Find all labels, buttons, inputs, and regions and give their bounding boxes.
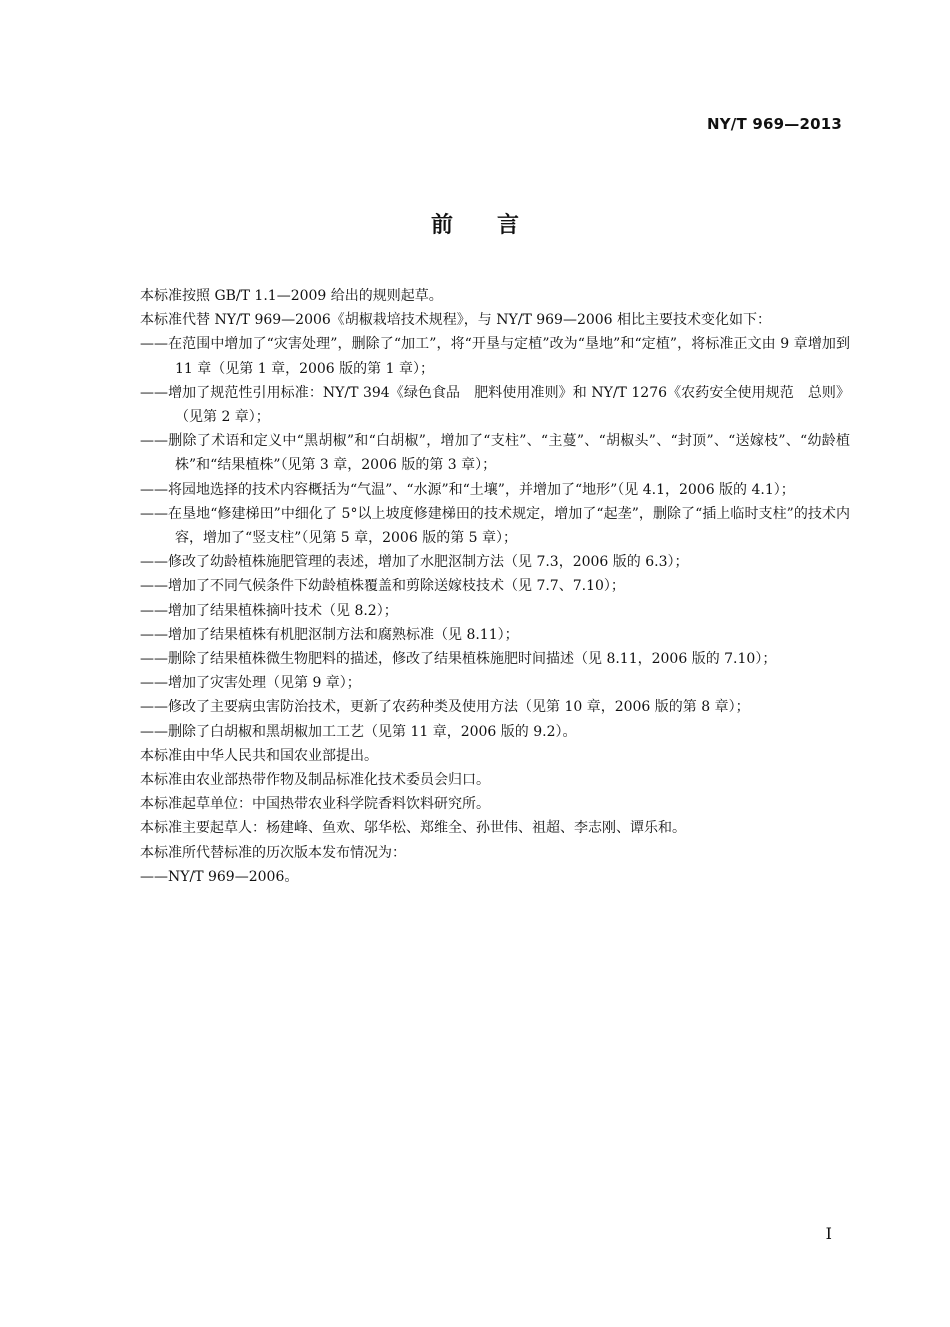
change-item: ——将园地选择的技术内容概括为“气温”、“水源”和“土壤”，并增加了“地形”（见 4.1，2006 版的 4.1）； xyxy=(140,481,795,498)
change-item: ——增加了规范性引用标准：NY/T 394《绿色食品 肥料使用准则》和 NY/T 1276《农药安全使用规范 总则》（见第 2 章）； xyxy=(140,384,850,426)
paragraph-replacement: 本标准代替 NY/T 969—2006《胡椒栽培技术规程》，与 NY/T 969—2006 相比主要技术变化如下： xyxy=(140,312,772,329)
paragraph-committee: 本标准由农业部热带作物及制品标准化技术委员会归口。 xyxy=(140,772,490,789)
change-item: ——删除了结果植株微生物肥料的描述，修改了结果植株施肥时间描述（见 8.11，2006 版的 7.10）； xyxy=(140,651,777,668)
paragraph-proposer: 本标准由中华人民共和国农业部提出。 xyxy=(140,747,378,764)
document-code: NY/T 969—2013 xyxy=(706,115,842,133)
page-title: 前言 xyxy=(430,213,563,238)
page-number: I xyxy=(825,1224,832,1243)
foreword-body xyxy=(140,284,850,889)
change-item: ——增加了灾害处理（见第 9 章）； xyxy=(140,675,361,692)
change-item: ——删除了术语和定义中“黑胡椒”和“白胡椒”，增加了“支柱”、“主蔓”、“胡椒头”、“封顶”、“送嫁枝”、“幼龄植株”和“结果植株”（见第 3 章，2006 版的第 3 章）； xyxy=(140,433,850,474)
change-item: ——修改了主要病虫害防治技术，更新了农药种类及使用方法（见第 10 章，2006 版的第 8 章）； xyxy=(140,699,750,716)
paragraph-drafting-rule: 本标准按照 GB/T 1.1—2009 给出的规则起草。 xyxy=(140,288,443,304)
change-item: ——增加了不同气候条件下幼龄植株覆盖和剪除送嫁枝技术（见 7.7、7.10）； xyxy=(140,578,625,595)
change-item: ——修改了幼龄植株施肥管理的表述，增加了水肥沤制方法（见 7.3，2006 版的 6.3）； xyxy=(140,554,689,571)
change-item: ——在范围中增加了“灾害处理”，删除了“加工”，将“开垦与定植”改为“垦地”和“定植”，将标准正文由 9 章增加到 11 章（见第 1 章，2006 版的第 1 章）； xyxy=(140,336,850,377)
change-item: ——增加了结果植株摘叶技术（见 8.2）； xyxy=(140,602,398,619)
paragraph-version-history: 本标准所代替标准的历次版本发布情况为： xyxy=(140,844,406,861)
change-item: ——在垦地“修建梯田”中细化了 5°以上坡度修建梯田的技术规定，增加了“起垄”，删除了“插上临时支柱”的技术内容，增加了“竖支柱”（见第 5 章，2006 版的第 5 章）； xyxy=(140,505,850,547)
change-item: ——增加了结果植株有机肥沤制方法和腐熟标准（见 8.11）； xyxy=(140,626,519,643)
change-item: ——删除了白胡椒和黑胡椒加工工艺（见第 11 章，2006 版的 9.2）。 xyxy=(140,723,577,740)
paragraph-drafters: 本标准主要起草人：杨建峰、鱼欢、邬华松、郑维全、孙世伟、祖超、李志刚、谭乐和。 xyxy=(140,820,686,837)
paragraph-previous-version: ——NY/T 969—2006。 xyxy=(140,868,299,885)
paragraph-drafting-unit: 本标准起草单位：中国热带农业科学院香料饮料研究所。 xyxy=(140,796,490,813)
